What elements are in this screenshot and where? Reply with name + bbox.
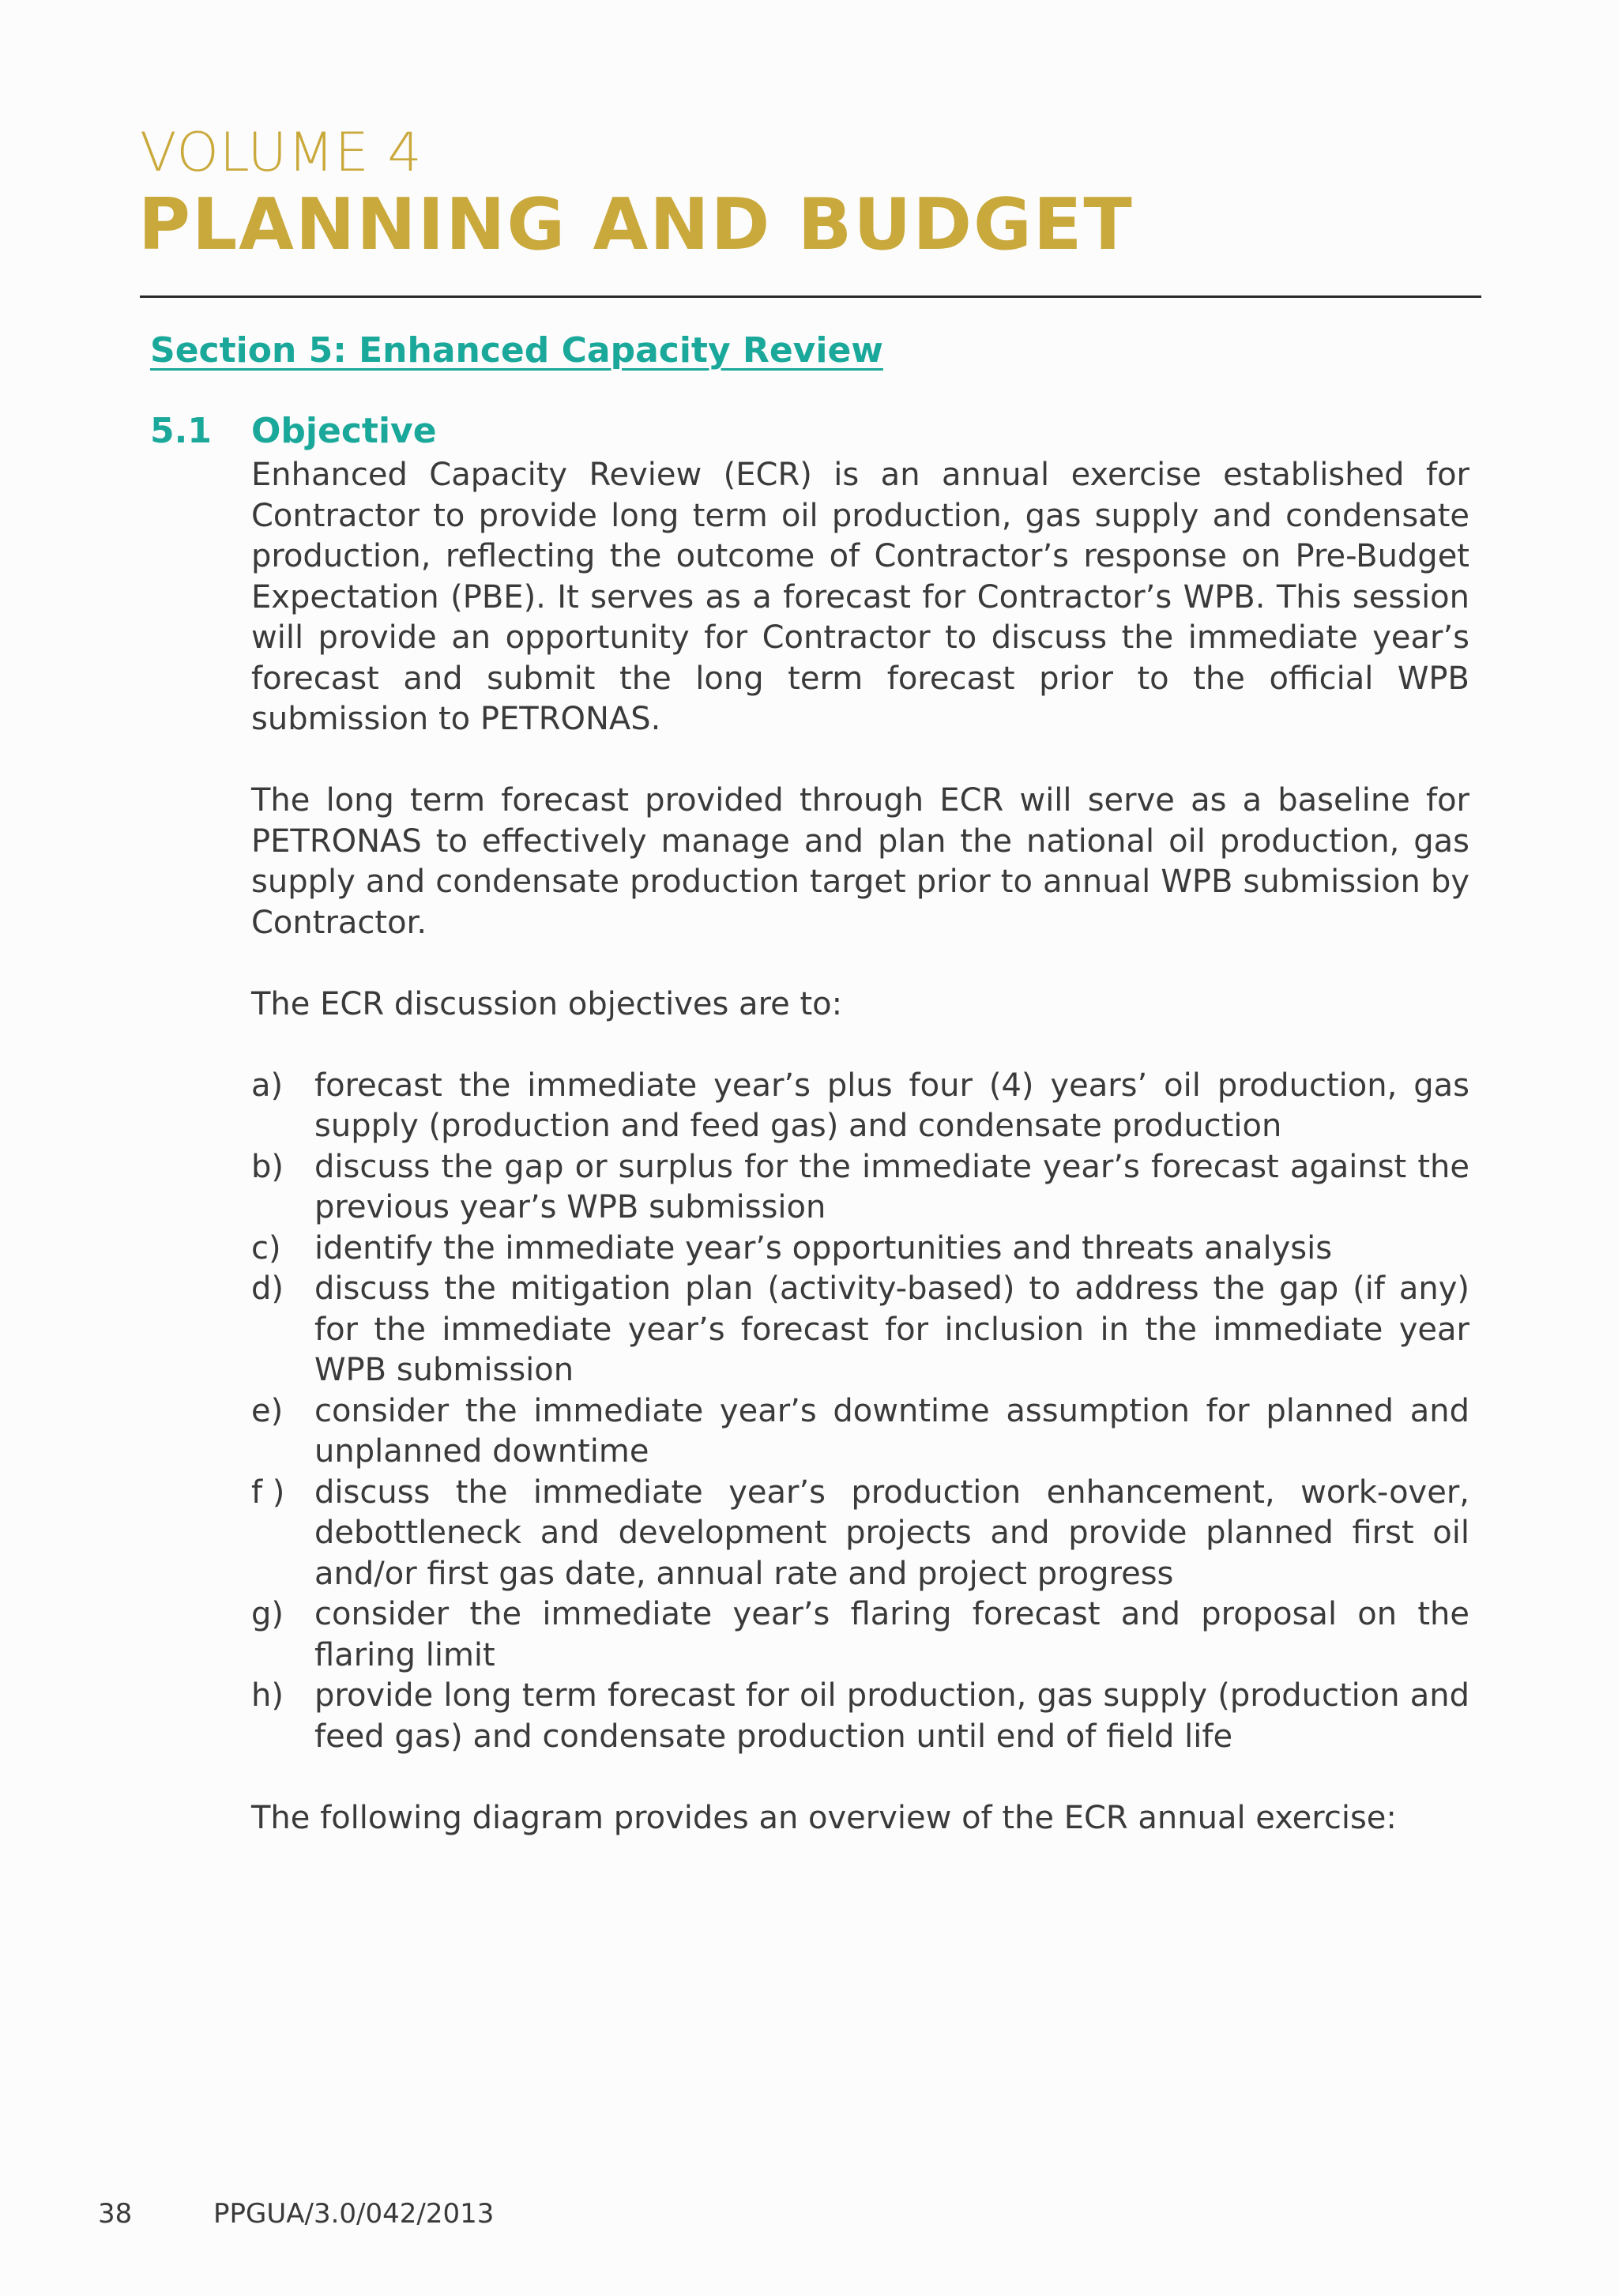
paragraph-baseline: The long term forecast provided through ECR will serve as a baseline for PETRONAS to effectively manage and plan the national oil production, gas supply and condensate production target prior to annual WPB submission by Contractor.	[251, 782, 1469, 941]
body-content	[251, 455, 1469, 1880]
list-item-text: discuss the gap or surplus for the immediate year’s forecast against the previous year’s WPB submission	[314, 1148, 1469, 1225]
list-marker: e)	[251, 1392, 284, 1429]
list-item	[251, 1269, 1469, 1391]
list-item	[251, 1391, 1469, 1473]
list-marker: f )	[251, 1474, 285, 1511]
list-item-text: consider the immediate year’s flaring forecast and proposal on the flaring limit	[314, 1596, 1469, 1673]
list-marker: b)	[251, 1148, 284, 1185]
paragraph-intro: Enhanced Capacity Review (ECR) is an annual exercise established for Contractor to provide long term oil production, gas supply and condensate production, reflecting the outcome of Contractor’s response on Pre-Budget Expectation (PBE). It serves as a forecast for Contractor’s WPB. This session will provide an opportunity for Contractor to discuss the immediate year’s forecast and submit the long term forecast prior to the official WPB submission to PETRONAS.	[251, 457, 1469, 737]
section-heading-link[interactable]: Section 5: Enhanced Capacity Review	[150, 330, 883, 371]
paragraph-objectives-lead: The ECR discussion objectives are to:	[251, 985, 843, 1022]
list-item	[251, 1473, 1469, 1595]
page-number: 38	[98, 2198, 133, 2230]
list-item	[251, 1066, 1469, 1147]
volume-title: PLANNING AND BUDGET	[138, 183, 1134, 266]
page-footer	[98, 2198, 494, 2230]
list-marker: g)	[251, 1596, 284, 1632]
list-marker: c)	[251, 1229, 281, 1267]
list-marker: h)	[251, 1677, 284, 1714]
paragraph-diagram-lead: The following diagram provides an overview of the ECR annual exercise:	[251, 1799, 1397, 1836]
volume-label: VOLUME 4	[140, 122, 423, 184]
document-code: PPGUA/3.0/042/2013	[213, 2198, 495, 2230]
subsection-heading	[150, 412, 437, 450]
list-item	[251, 1229, 1469, 1270]
list-item-text: discuss the immediate year’s production enhancement, work-over, debottleneck and development projects and provide planned first oil and/or first gas date, annual rate and project progress	[314, 1474, 1469, 1592]
list-item-text: identify the immediate year’s opportunities and threats analysis	[314, 1229, 1333, 1267]
objectives-list	[251, 1066, 1469, 1758]
subsection-title: Objective	[251, 411, 437, 451]
subsection-number: 5.1	[150, 411, 212, 451]
list-item	[251, 1594, 1469, 1676]
list-marker: d)	[251, 1270, 284, 1307]
list-marker: a)	[251, 1067, 284, 1104]
list-item-text: forecast the immediate year’s plus four (4) years’ oil production, gas supply (production and feed gas) and condensate production	[314, 1067, 1469, 1144]
list-item	[251, 1676, 1469, 1757]
list-item	[251, 1147, 1469, 1229]
header-divider	[140, 295, 1481, 298]
list-item-text: provide long term forecast for oil production, gas supply (production and feed gas) and condensate production until end of field life	[314, 1677, 1469, 1755]
list-item-text: consider the immediate year’s downtime assumption for planned and unplanned downtime	[314, 1392, 1469, 1470]
list-item-text: discuss the mitigation plan (activity-based) to address the gap (if any) for the immediate year’s forecast for inclusion in the immediate year WPB submission	[314, 1270, 1469, 1388]
